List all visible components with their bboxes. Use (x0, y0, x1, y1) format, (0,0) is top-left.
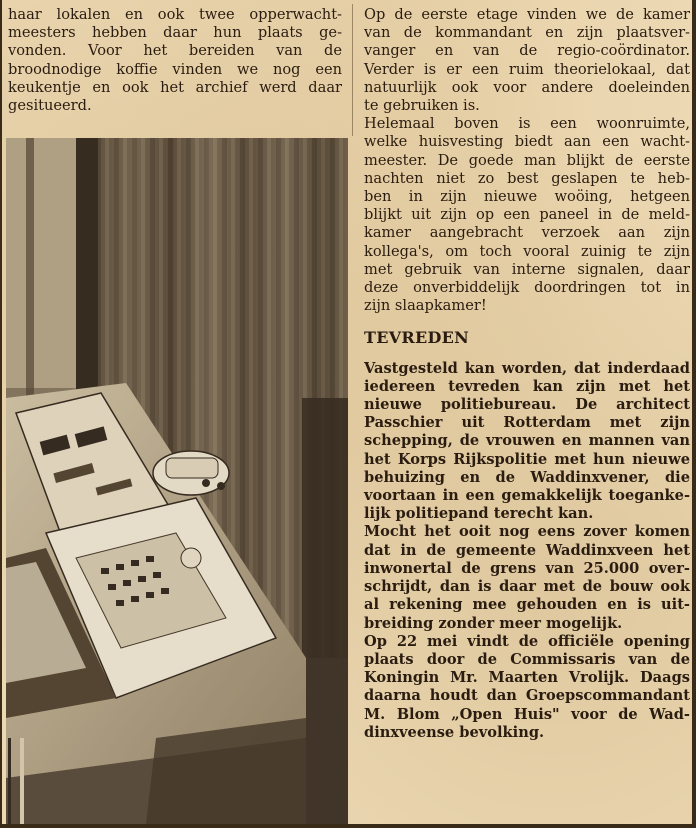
text-line: Vastgesteld kan worden, dat inderdaad (364, 359, 690, 377)
text-line: al rekening mee gehouden en is uit- (364, 596, 690, 614)
paragraph-top-floor (364, 115, 690, 315)
text-line: van de kommandant en zijn plaatsver- (364, 24, 690, 42)
text-line: plaats door de Commissaris van de (364, 650, 690, 668)
text-line: behuizing en de Waddinxvener, die (364, 468, 690, 486)
left-line: vonden. Voor het bereiden van de (8, 42, 342, 60)
section-heading: TEVREDEN (364, 328, 470, 348)
text-line: kamer aangebracht verzoek aan zijn (364, 224, 690, 242)
left-line: broodnodige koffie vinden we nog een (8, 60, 342, 78)
text-line: deze onverbiddelijk doordringen tot in (364, 279, 690, 297)
paragraph-satisfied (364, 360, 690, 524)
text-line: schrijdt, dan is daar met de bouw ook (364, 578, 690, 596)
text-line: meester. De goede man blijkt de eerste (364, 151, 690, 169)
text-line: Mocht het ooit nog eens zover komen (364, 523, 690, 541)
text-line: voortaan in een gemakkelijk toeganke- (364, 487, 690, 505)
text-line: Helemaal boven is een woonruimte, (364, 115, 690, 133)
text-line: iedereen tevreden kan zijn met het (364, 377, 690, 395)
left-column-text (8, 6, 342, 115)
text-line: te gebruiken is. (364, 97, 480, 115)
text-line: vanger en van de regio-coördinator. (364, 42, 690, 60)
paragraph-opening (364, 633, 690, 742)
text-line: Op de eerste etage vinden we de kamer (364, 6, 690, 23)
left-line: gesitueerd. (8, 97, 92, 115)
paragraph-first-floor (364, 6, 690, 115)
text-line: kollega's, om toch vooral zuinig te zijn (364, 242, 690, 260)
text-line: schepping, de vrouwen en mannen van (364, 432, 690, 450)
text-line: nachten niet zo best geslapen te heb- (364, 169, 690, 187)
left-line: haar lokalen en ook twee opperwacht- (8, 6, 342, 23)
text-line: ben in zijn nieuwe woöing, hetgeen (364, 188, 690, 206)
left-line: meesters hebben daar hun plaats ge- (8, 24, 342, 42)
text-line: Passchier uit Rotterdam met zijn (364, 414, 690, 432)
text-line: nieuwe politiebureau. De architect (364, 396, 690, 414)
text-line: dat in de gemeente Waddinxveen het (364, 541, 690, 559)
text-line: welke huisvesting biedt aan een wacht- (364, 133, 690, 151)
text-line: lijk politiepand terecht kan. (364, 505, 594, 523)
text-line: breiding zonder meer mogelijk. (364, 614, 623, 632)
text-line: Koningin Mr. Maarten Vrolijk. Daags (364, 669, 690, 687)
photo-control-desk (6, 138, 348, 824)
text-line: Op 22 mei vindt de officiële opening (364, 632, 690, 650)
right-column-text (364, 6, 690, 742)
text-line: dinxveense bevolking. (364, 723, 545, 741)
text-line: daarna houdt dan Groepscommandant (364, 687, 690, 705)
text-line: met gebruik van interne signalen, daar (364, 260, 690, 278)
left-line: keukentje en ook het archief werd daar (8, 78, 342, 96)
photo-illustration (6, 138, 348, 824)
text-line: inwonertal de grens van 25.000 over- (364, 559, 690, 577)
text-line: Verder is er een ruim theorielokaal, dat (364, 60, 690, 78)
text-line: zijn slaapkamer! (364, 297, 487, 315)
text-line: blijkt uit zijn op een paneel in de meld- (364, 206, 690, 224)
paragraph-expansion (364, 523, 690, 632)
text-line: het Korps Rijkspolitie met hun nieuwe (364, 450, 690, 468)
text-line: M. Blom „Open Huis" voor de Wad- (364, 705, 690, 723)
text-line: natuurlijk ook voor andere doeleinden (364, 78, 690, 96)
newspaper-clipping (2, 0, 692, 824)
column-divider (352, 4, 353, 136)
